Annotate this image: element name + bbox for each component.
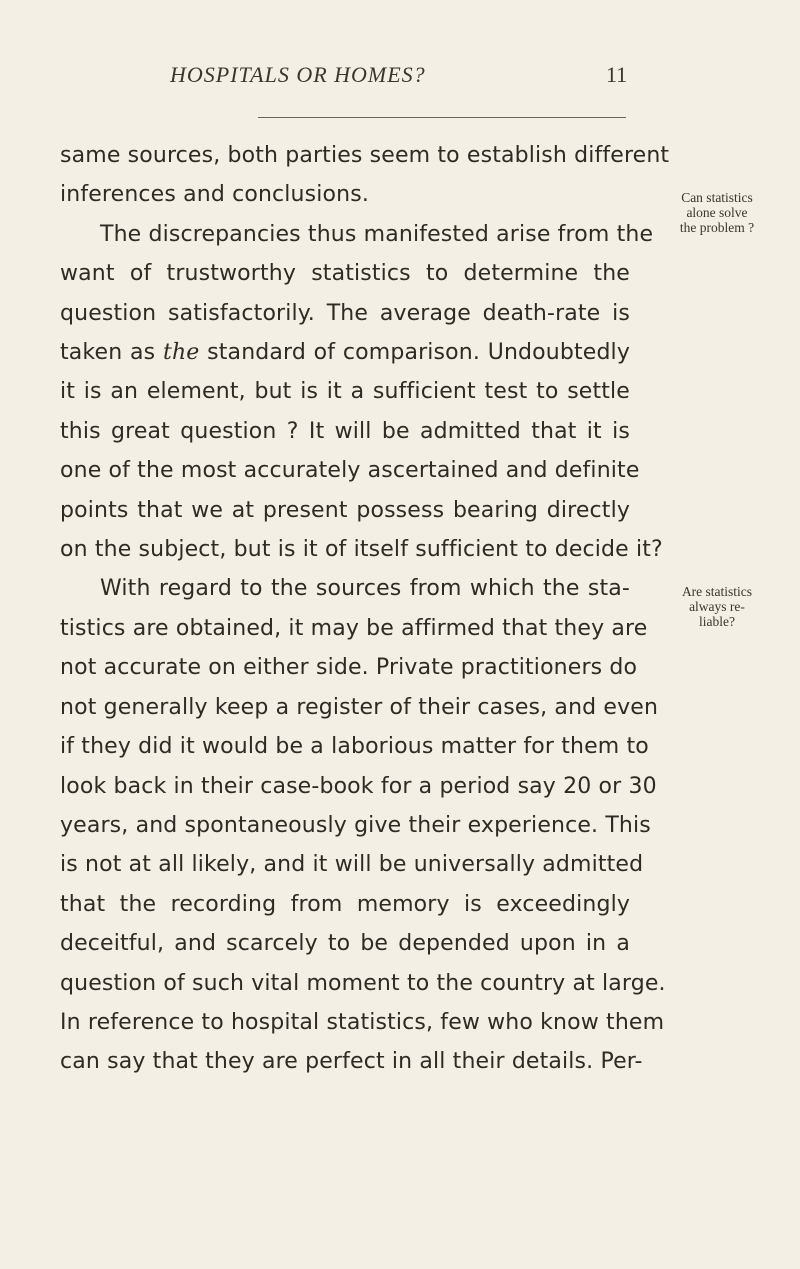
header-rule	[258, 117, 626, 118]
text-line: The discrepancies thus manifested arise from the	[100, 221, 654, 247]
text-line: on the subject, but is it of itself sufficient to decide it?	[60, 537, 663, 563]
text-line: deceitful, and scarcely to be depended upon in a	[60, 931, 630, 957]
text-line: is not at all likely, and it will be universally admitted	[60, 852, 644, 878]
margin-note-line: always re-	[689, 599, 745, 614]
text-fragment: taken as	[60, 340, 163, 366]
margin-note-statistics-reliable	[636, 584, 798, 629]
text-line: look back in their case-book for a period say 20 or 30	[60, 773, 657, 799]
text-line: it is an element, but is it a sufficient test to settle	[60, 379, 630, 405]
text-line: one of the most accurately ascertained and definite	[60, 458, 640, 484]
text-fragment: standard of comparison. Undoubtedly	[199, 340, 630, 366]
text-line: not generally keep a register of their cases, and even	[60, 694, 659, 720]
text-line: this great question ? It will be admitted that it is	[60, 418, 630, 444]
text-line: points that we at present possess bearing directly	[60, 497, 630, 523]
text-line: With regard to the sources from which the sta-	[100, 576, 630, 602]
margin-note-line: the problem ?	[679, 220, 755, 235]
emphasized-word: the	[162, 340, 200, 366]
text-line: want of trustworthy statistics to determine the	[60, 261, 630, 287]
text-line: if they did it would be a laborious matter for them to	[60, 734, 649, 760]
page-number: 11	[606, 62, 628, 87]
text-line: inferences and conclusions.	[60, 182, 369, 208]
text-line: question satisfactorily. The average death-rate is	[60, 300, 630, 326]
margin-note-line: alone solve	[686, 205, 748, 220]
text-line: that the recording from memory is exceedingly	[60, 891, 630, 917]
margin-note-line: Are statistics	[681, 584, 753, 599]
text-line: tistics are obtained, it may be affirmed that they are	[60, 615, 648, 641]
text-line: can say that they are perfect in all their details. Per-	[60, 1049, 643, 1075]
margin-note-line: Can statistics	[681, 190, 753, 205]
text-line: In reference to hospital statistics, few who know them	[60, 1009, 665, 1035]
running-title: HOSPITALS OR HOMES?	[170, 62, 426, 87]
text-line	[60, 333, 630, 372]
text-line: question of such vital moment to the country at large.	[60, 970, 666, 996]
margin-note-statistics-solve	[636, 190, 798, 235]
body-text	[60, 136, 670, 1082]
text-line: not accurate on either side. Private practitioners do	[60, 655, 638, 681]
text-line: years, and spontaneously give their experience. This	[60, 812, 651, 838]
margin-note-line: liable?	[699, 614, 735, 629]
text-line: same sources, both parties seem to establish different	[60, 143, 670, 168]
